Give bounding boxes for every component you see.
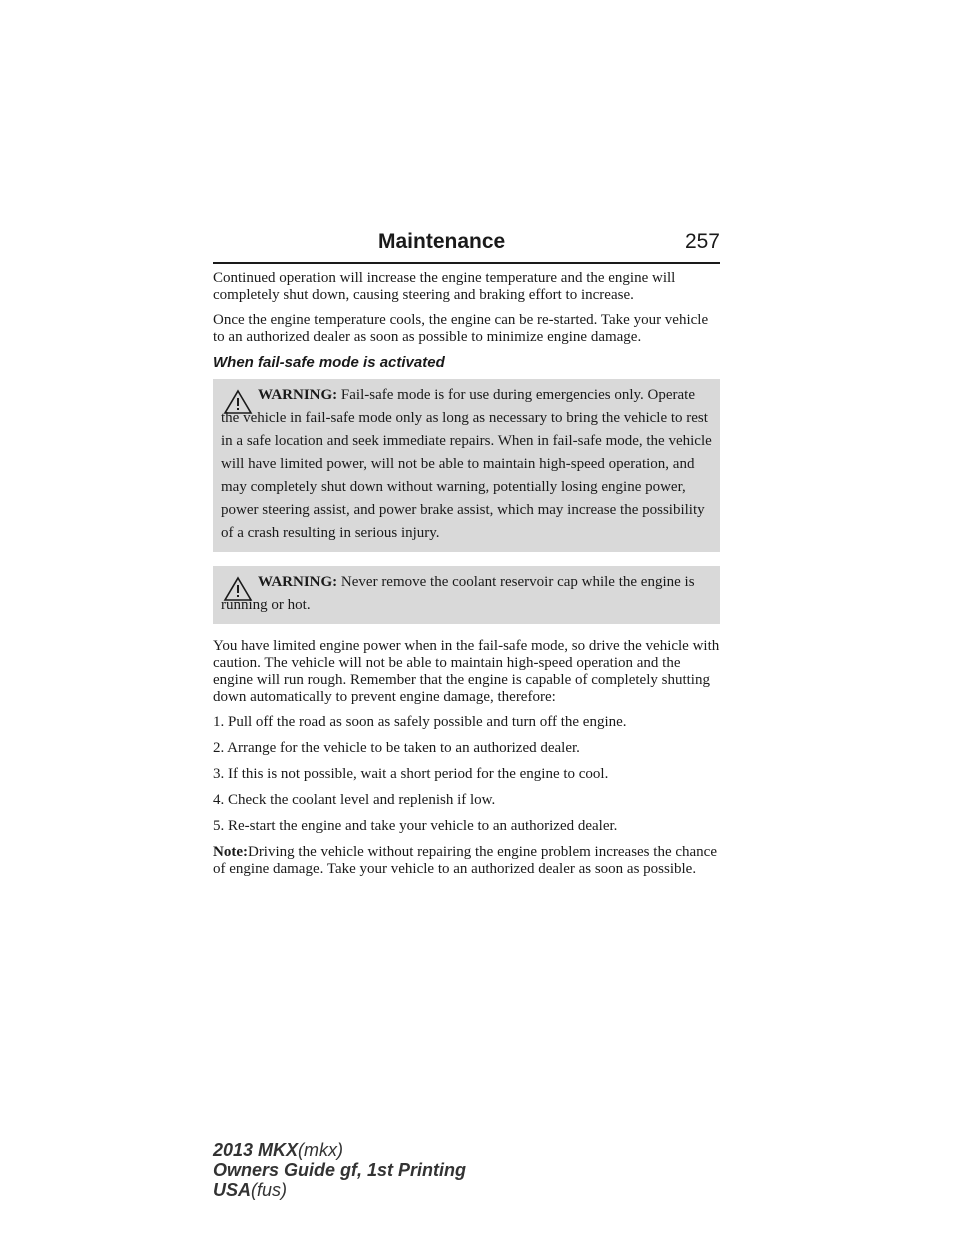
- list-item: 1. Pull off the road as soon as safely possible and turn off the engine.: [213, 714, 627, 730]
- warning-text: Fail-safe mode is for use during emergencies only. Operate the vehicle in fail-safe mode only as long as necessary to bring the vehicle to rest in a safe location and seek immediate repairs. When in fail-safe mode, the vehicle will have limited power, will not be able to maintain high-speed operation, and may completely shut down without warning, potentially losing engine power, power steering assist, and power brake assist, which may increase the possibility of a crash resulting in serious injury.: [221, 387, 712, 541]
- warning-box: [213, 566, 720, 624]
- page-number: 257: [684, 230, 720, 253]
- list-item: 5. Re-start the engine and take your vehicle to an authorized dealer.: [213, 818, 618, 834]
- page-footer: [213, 1140, 466, 1200]
- note: [213, 844, 720, 878]
- list-item: 4. Check the coolant level and replenish if low.: [213, 792, 496, 808]
- subheading: When fail-safe mode is activated: [213, 354, 445, 371]
- section-title: Maintenance: [378, 230, 506, 253]
- warning-triangle-icon: [223, 389, 253, 415]
- warning-label: WARNING:: [258, 387, 338, 403]
- warning-text: Never remove the coolant reservoir cap while the engine is running or hot.: [221, 574, 695, 613]
- warning-triangle-icon: [223, 576, 253, 602]
- footer-model: 2013 MKX: [213, 1140, 299, 1160]
- list-item: 2. Arrange for the vehicle to be taken to an authorized dealer.: [213, 740, 580, 756]
- paragraph: You have limited engine power when in the fail-safe mode, so drive the vehicle with caution. The vehicle will not be able to maintain high-speed operation and the engine will run rough. Remember that the engine is capable of completely shutting down automatically to prevent engine damage, therefore:: [213, 638, 720, 705]
- note-text: Driving the vehicle without repairing the engine problem increases the chance of engine damage. Take your vehicle to an authorized dealer as soon as possible.: [213, 844, 717, 877]
- warning-label: WARNING:: [258, 574, 338, 590]
- paragraph: Once the engine temperature cools, the engine can be re-started. Take your vehicle to an authorized dealer as soon as possible to minimize engine damage.: [213, 312, 709, 345]
- list-item: 3. If this is not possible, wait a short period for the engine to cool.: [213, 766, 609, 782]
- page-header: [213, 228, 720, 264]
- warning-box: [213, 379, 720, 552]
- footer-market: USA: [213, 1180, 252, 1200]
- page-content: [213, 270, 720, 886]
- footer-market-code: (fus): [251, 1180, 288, 1200]
- steps-list: [213, 714, 720, 835]
- footer-guide: Owners Guide gf, 1st Printing: [213, 1160, 467, 1180]
- note-label: Note:: [213, 844, 248, 860]
- paragraph: Continued operation will increase the engine temperature and the engine will completely shut down, causing steering and braking effort to increase.: [213, 270, 676, 303]
- footer-model-code: (mkx): [298, 1140, 344, 1160]
